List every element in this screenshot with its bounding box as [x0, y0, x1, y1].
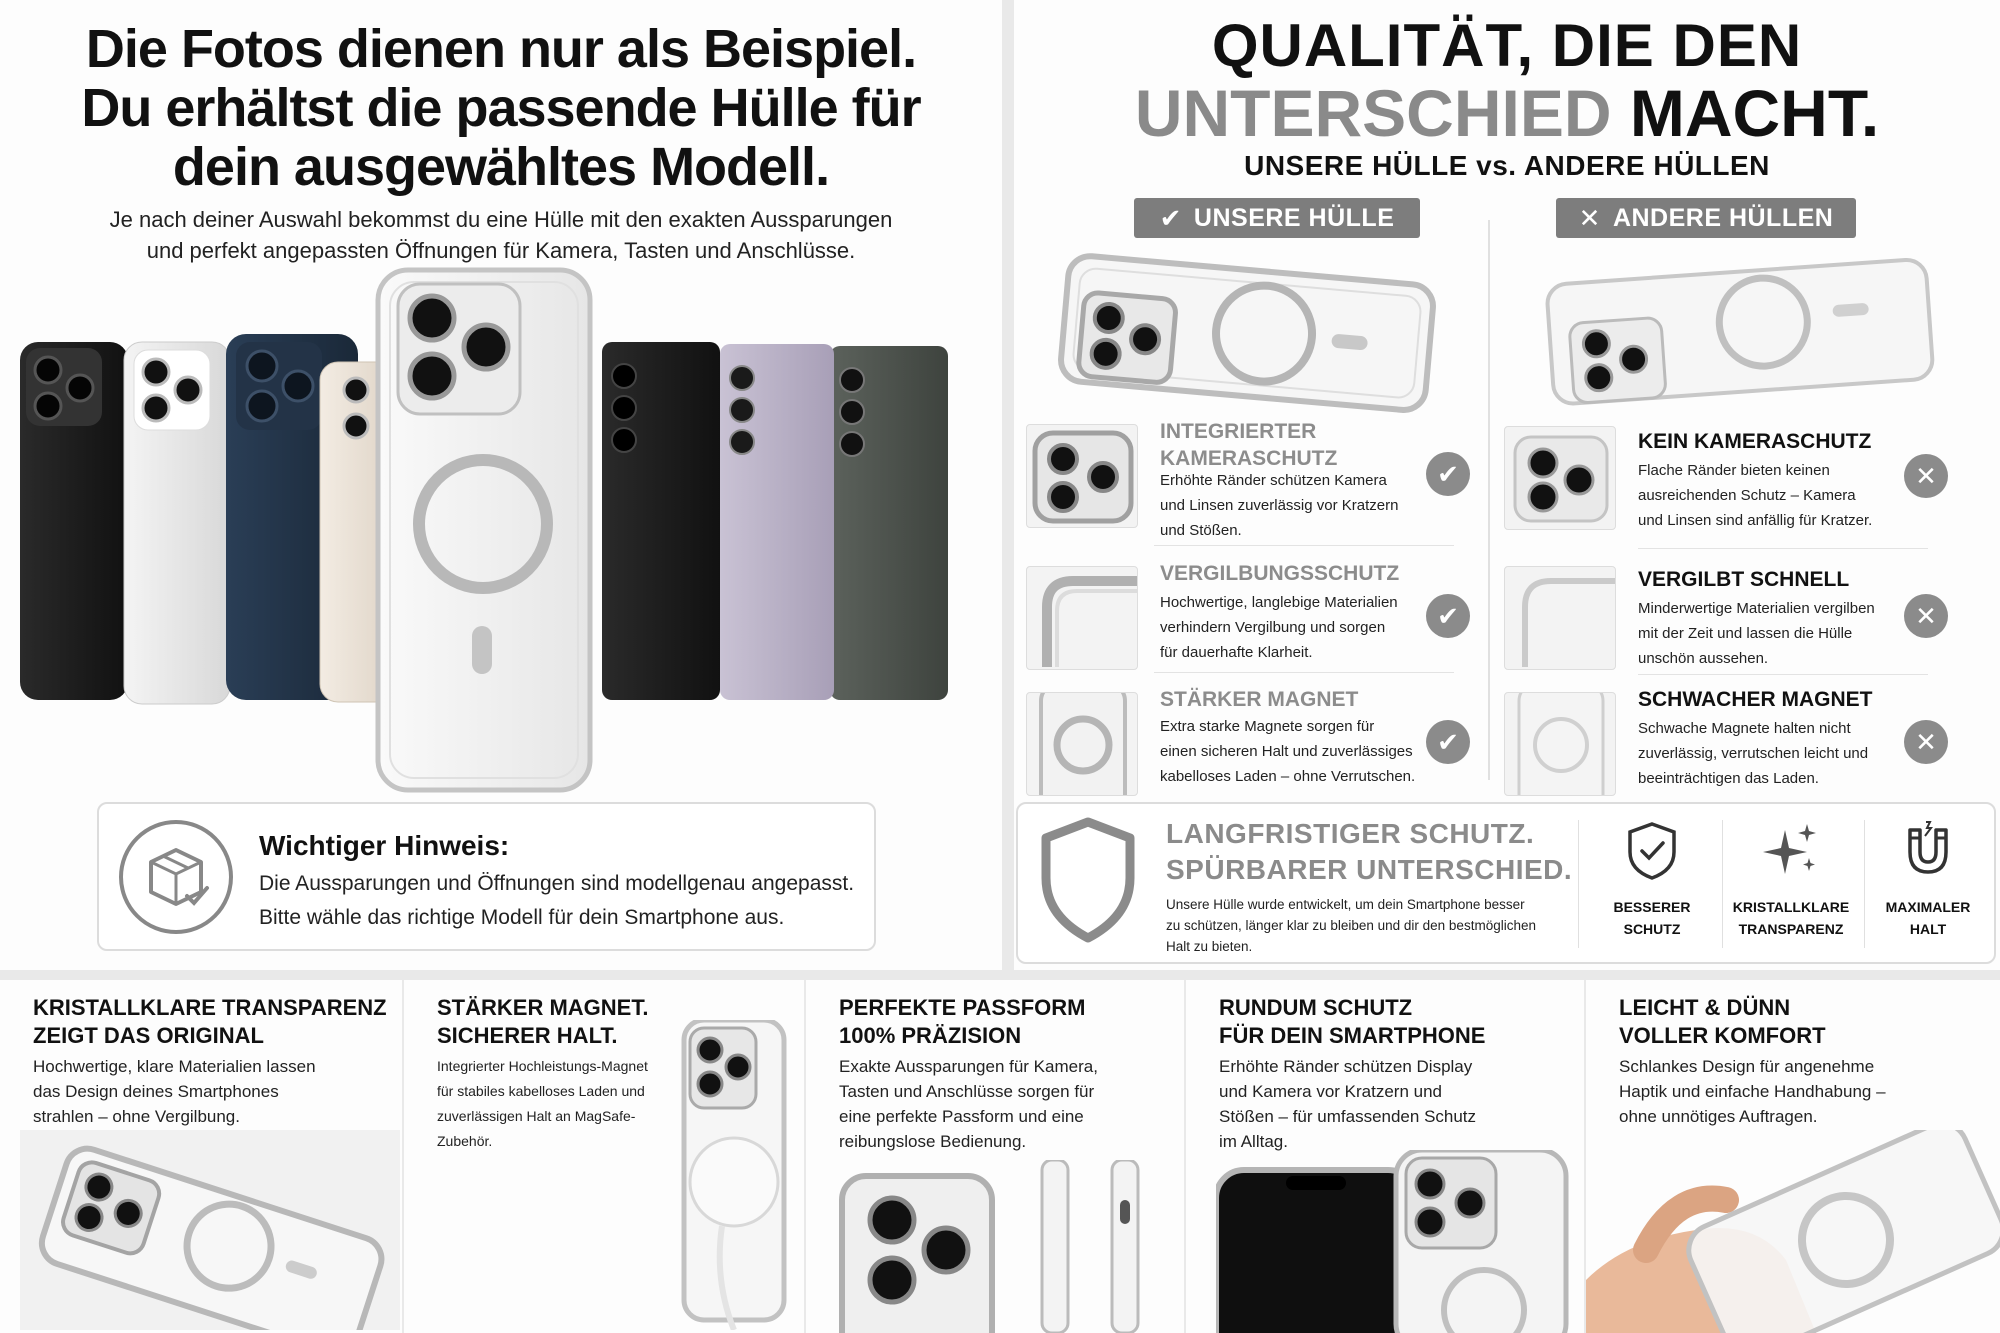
- magnet-thumbnail: [1504, 692, 1616, 796]
- other-feature-camera: KEIN KAMERASCHUTZ Flache Ränder bieten keinen ausreichenden Schutz – Kamera und Linsen sind anfällig für Kratzer. ✕: [1498, 420, 1948, 532]
- other-badge: ✕ ANDERE HÜLLEN: [1556, 198, 1856, 238]
- package-check-icon: [117, 818, 235, 936]
- corner-thumbnail: [1504, 566, 1616, 670]
- summary-divider: [1578, 820, 1579, 948]
- cross-icon: ✕: [1904, 594, 1948, 638]
- other-case-image: [1518, 248, 1954, 418]
- ours-feature-camera: INTEGRIERTER KAMERASCHUTZ Erhöhte Ränder schützen Kamera und Linsen zuverlässig vor Kratzern und Stößen. ✔: [1020, 418, 1470, 530]
- cross-icon: ✕: [1904, 454, 1948, 498]
- comparison-panel: [1014, 0, 2000, 970]
- summary-title: LANGFRISTIGER SCHUTZ.: [1166, 818, 1535, 849]
- other-feature-yellowing: VERGILBT SCHNELL Minderwertige Materialien vergilben mit der Zeit und lassen die Hülle unschön aussehen. ✕: [1498, 560, 1948, 672]
- notice-line: Bitte wähle das richtige Modell für dein Smartphone aus.: [259, 906, 785, 929]
- front-back-phone-image: [1216, 1150, 1576, 1333]
- feature-divider: [1154, 672, 1454, 673]
- summary-box: [1016, 802, 1996, 964]
- comparison-title-line2: UNTERSCHIED MACHT.: [1134, 76, 1880, 150]
- magnet-thumbnail: [1026, 692, 1138, 796]
- camera-thumbnail: [1026, 424, 1138, 528]
- comparison-title: QUALITÄT, DIE DEN: [1211, 12, 1803, 79]
- page-subtitle: Je nach deiner Auswahl bekommst du eine Hülle mit den exakten Aussparungen und perfekt angepassten Öffnungen für Kamera, Tasten und Anschlüsse.: [109, 207, 893, 263]
- pill-transparency: KRISTALLKLARE TRANSPARENZ: [1716, 816, 1866, 940]
- phone-lineup-image: [0, 262, 1002, 802]
- model-info-panel: [0, 0, 1002, 970]
- hand-holding-case-image: [1586, 1130, 2000, 1333]
- pill-hold: MAXIMALER HALT: [1860, 816, 1996, 940]
- our-case-image: [1046, 248, 1448, 418]
- summary-desc: Unsere Hülle wurde entwickelt, um dein Smartphone besser: [1166, 897, 1525, 912]
- pill-protection: BESSERER SCHUTZ: [1584, 816, 1720, 940]
- magnet-panel: STÄRKER MAGNET. SICHERER HALT. Integrierter Hochleistungs-Magnet für stabiles kabelloses Laden und zuverlässigen Halt an MagSafe- Zubehör.: [404, 980, 804, 1333]
- sparkles-icon: [1761, 820, 1821, 880]
- check-icon: ✔: [1426, 452, 1470, 496]
- ours-badge: ✔ UNSERE HÜLLE: [1134, 198, 1420, 238]
- notice-line: Die Aussparungen und Öffnungen sind modellgenau angepasst.: [259, 872, 855, 895]
- fit-panel: PERFEKTE PASSFORM 100% PRÄZISION Exakte Aussparungen für Kamera, Tasten und Anschlüsse sorgen für eine perfekte Passform und eine reibungslose Bedienung.: [806, 980, 1184, 1333]
- summary-desc: zu schützen, länger klar zu bleiben und dir den bestmöglichen: [1166, 918, 1536, 933]
- thin-panel: LEICHT & DÜNN VOLLER KOMFORT Schlankes Design für angenehme Haptik und einfache Handhabung – ohne unnötiges Auftragen.: [1586, 980, 2000, 1333]
- feature-divider: [1638, 674, 1928, 675]
- corner-thumbnail: [1026, 566, 1138, 670]
- notice-title: Wichtiger Hinweis:: [259, 830, 510, 861]
- page-title: Die Fotos dienen nur als Beispiel. Du erhältst die passende Hülle für dein ausgewähltes Modell.: [81, 19, 921, 197]
- protection-panel: RUNDUM SCHUTZ FÜR DEIN SMARTPHONE Erhöhte Ränder schützen Display und Kamera vor Kratzern und Stößen – für umfassenden Schutz im Alltag.: [1186, 980, 1584, 1333]
- column-divider: [1488, 220, 1490, 780]
- shield-check-icon: [1622, 820, 1682, 880]
- check-icon: ✔: [1426, 720, 1470, 764]
- cross-icon: ✕: [1578, 202, 1601, 233]
- feature-divider: [1154, 545, 1454, 546]
- magsafe-charger-image: [674, 1020, 794, 1330]
- magnet-icon: [1898, 820, 1958, 880]
- transparency-panel: KRISTALLKLARE TRANSPARENZ ZEIGT DAS ORIGINAL Hochwertige, klare Materialien lassen das Design deines Smartphones strahlen – ohne Vergilbung.: [0, 980, 402, 1333]
- camera-thumbnail: [1504, 426, 1616, 530]
- check-icon: ✔: [1159, 202, 1182, 233]
- check-icon: ✔: [1426, 594, 1470, 638]
- ours-feature-magnet: STÄRKER MAGNET Extra starke Magnete sorgen für einen sicheren Halt und zuverlässiges kabelloses Laden – ohne Verrutschen. ✔: [1020, 686, 1470, 798]
- other-feature-magnet: SCHWACHER MAGNET Schwache Magnete halten nicht zuverlässig, verrutschen leicht und beeinträchtigen das Laden. ✕: [1498, 686, 1948, 798]
- comparison-subtitle: UNSERE HÜLLE vs. ANDERE HÜLLEN: [1244, 150, 1770, 181]
- transparency-case-image: [20, 1130, 400, 1330]
- summary-desc: Halt zu bieten.: [1166, 939, 1253, 954]
- fit-detail-image: [836, 1160, 1176, 1333]
- important-notice: [97, 802, 876, 951]
- shield-icon: [1038, 816, 1138, 944]
- feature-divider: [1638, 548, 1928, 549]
- summary-title: SPÜRBARER UNTERSCHIED.: [1166, 854, 1573, 885]
- ours-feature-yellowing: VERGILBUNGSSCHUTZ Hochwertige, langlebige Materialien verhindern Vergilbung und sorgen für dauerhafte Klarheit. ✔: [1020, 560, 1470, 672]
- cross-icon: ✕: [1904, 720, 1948, 764]
